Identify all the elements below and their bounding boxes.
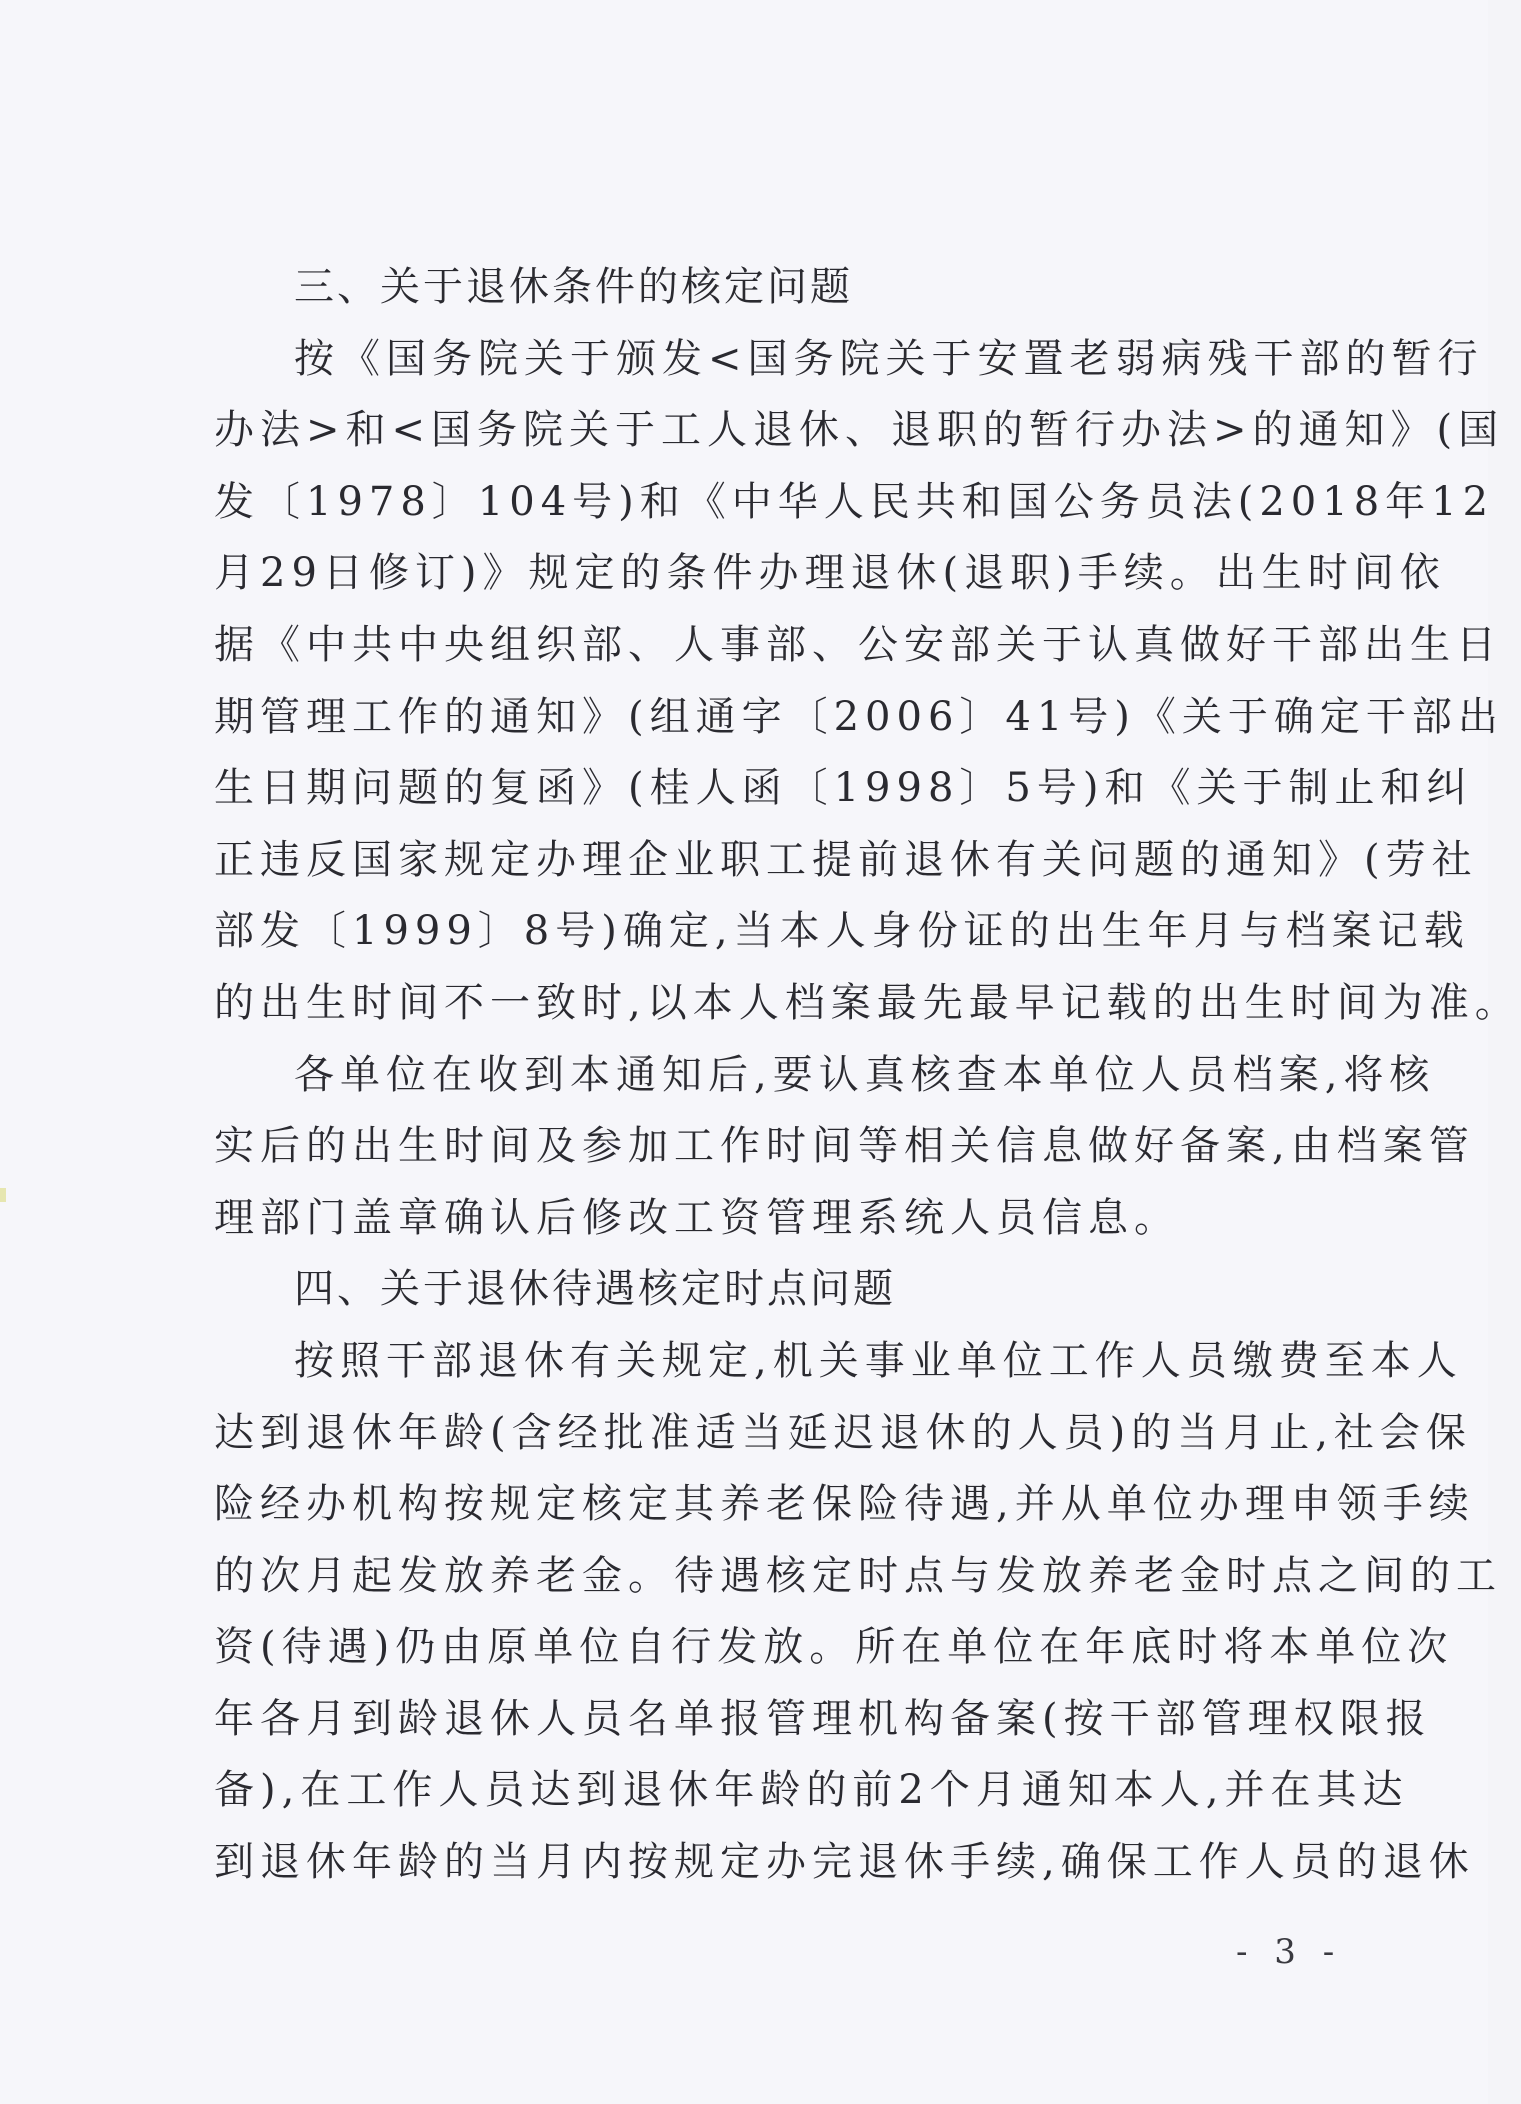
document-body bbox=[214, 252, 1521, 1899]
text-line: 部发〔1999〕8号)确定,当本人身份证的出生年月与档案记载 bbox=[214, 908, 1470, 955]
text-line: 据《中共中央组织部、人事部、公安部关于认真做好干部出生日 bbox=[214, 621, 1502, 668]
text-line: 达到退休年龄(含经批准适当延迟退休的人员)的当月止,社会保 bbox=[214, 1409, 1472, 1456]
text-line: 年各月到龄退休人员名单报管理机构备案(按干部管理权限报 bbox=[214, 1695, 1432, 1742]
text-line: 按照干部退休有关规定,机关事业单位工作人员缴费至本人 bbox=[294, 1337, 1463, 1384]
text-line: 正违反国家规定办理企业职工提前退休有关问题的通知》(劳社 bbox=[214, 836, 1478, 883]
text-line: 办法>和<国务院关于工人退休、退职的暂行办法>的通知》(国 bbox=[214, 407, 1505, 454]
text-line: 资(待遇)仍由原单位自行发放。所在单位在年底时将本单位次 bbox=[214, 1624, 1454, 1671]
text-line: 的出生时间不一致时,以本人档案最先最早记载的出生时间为准。 bbox=[214, 979, 1521, 1026]
text-line: 到退休年龄的当月内按规定办完退休手续,确保工作人员的退休 bbox=[214, 1839, 1475, 1886]
section-heading: 三、关于退休条件的核定问题 bbox=[294, 264, 853, 310]
text-line: 月29日修订)》规定的条件办理退休(退职)手续。出生时间依 bbox=[214, 550, 1446, 597]
text-line: 的次月起发放养老金。待遇核定时点与发放养老金时点之间的工 bbox=[214, 1552, 1502, 1599]
text-line: 发〔1978〕104号)和《中华人民共和国公务员法(2018年12 bbox=[214, 478, 1495, 525]
section-heading: 四、关于退休待遇核定时点问题 bbox=[294, 1266, 896, 1313]
text-line: 按《国务院关于颁发<国务院关于安置老弱病残干部的暂行 bbox=[294, 335, 1484, 382]
text-line: 理部门盖章确认后修改工资管理系统人员信息。 bbox=[214, 1194, 1180, 1241]
text-line: 生日期问题的复函》(桂人函〔1998〕5号)和《关于制止和纠 bbox=[214, 765, 1473, 812]
scan-margin-mark bbox=[0, 1188, 6, 1202]
text-line: 备),在工作人员达到退休年龄的前2个月通知本人,并在其达 bbox=[214, 1767, 1409, 1814]
text-line: 各单位在收到本通知后,要认真核查本单位人员档案,将核 bbox=[294, 1051, 1436, 1098]
page-number: - 3 - bbox=[1236, 1932, 1343, 1972]
text-line: 实后的出生时间及参加工作时间等相关信息做好备案,由档案管 bbox=[214, 1123, 1475, 1170]
text-line: 期管理工作的通知》(组通字〔2006〕41号)《关于确定干部出 bbox=[214, 693, 1504, 740]
text-line: 险经办机构按规定核定其养老保险待遇,并从单位办理申领手续 bbox=[214, 1481, 1475, 1528]
